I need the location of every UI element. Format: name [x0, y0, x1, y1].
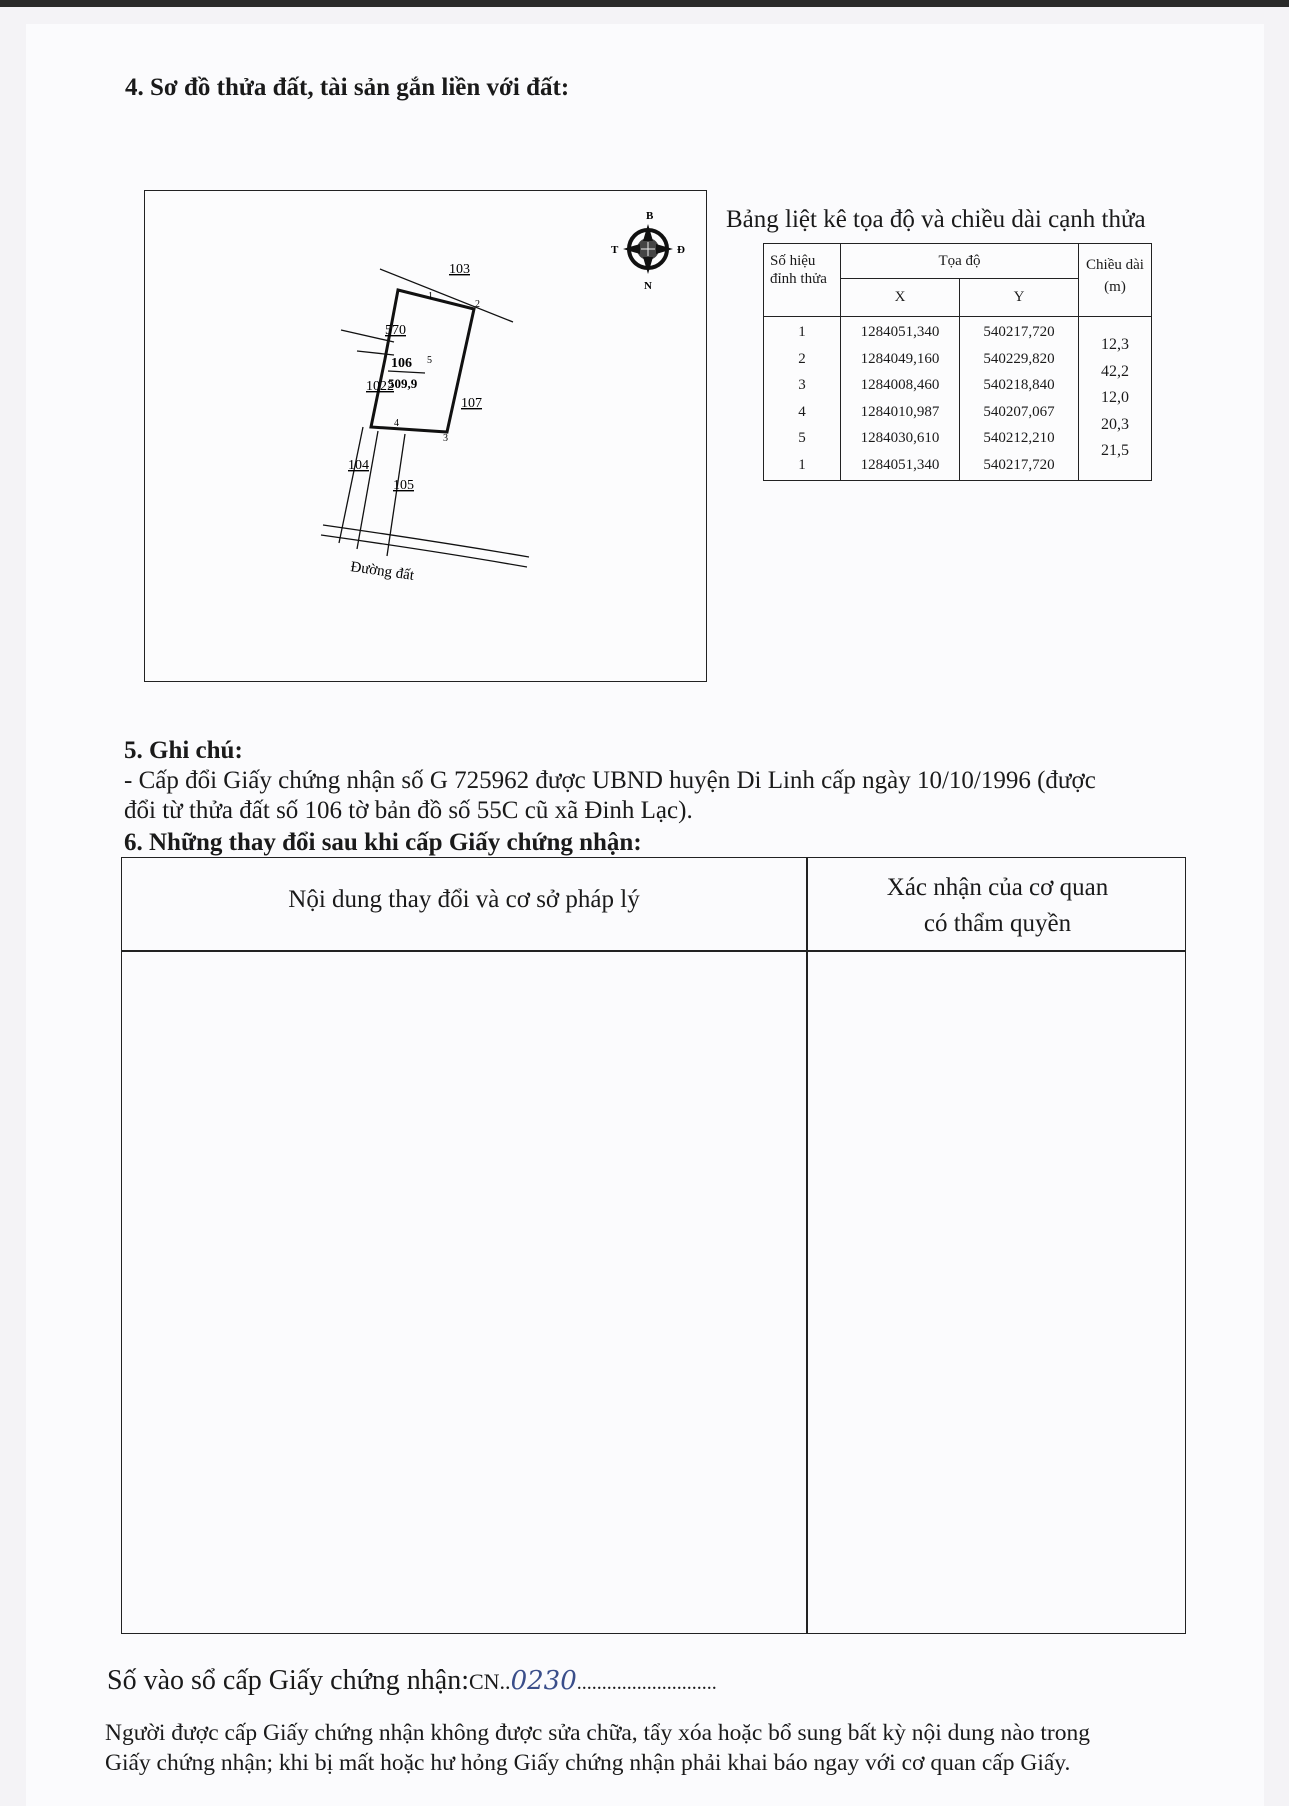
changes-table	[121, 857, 1186, 1634]
parcel-diagram-svg	[145, 191, 706, 681]
table-row: 1	[798, 456, 806, 473]
compass-north-label: B	[646, 210, 654, 222]
compass-icon	[623, 224, 673, 274]
road-label: Đường đất	[349, 559, 416, 584]
header-y: Y	[960, 279, 1079, 317]
parcel-id-label: 106	[391, 356, 412, 371]
top-edge-bar	[0, 0, 1289, 7]
compass-south-label: N	[644, 280, 652, 292]
section-6-heading: 6. Những thay đổi sau khi cấp Giấy chứng nhận:	[124, 829, 642, 856]
coord-table-title: Bảng liệt kê tọa độ và chiều dài cạnh thửa	[726, 206, 1146, 233]
table-row: 1	[798, 324, 806, 340]
vertex-5-label: 5	[427, 355, 432, 366]
table-cell: 540217,720	[983, 324, 1055, 340]
table-row: 5	[798, 430, 806, 446]
table-cell: 42,2	[1101, 362, 1129, 380]
table-row: 2	[798, 350, 806, 367]
table-cell: 540217,720	[983, 456, 1055, 473]
header-length: Chiều dài (m)	[1079, 244, 1152, 317]
table-cell: 540218,840	[983, 377, 1055, 393]
parcel-107-label: 107	[461, 396, 482, 411]
table-cell: 1284010,987	[860, 403, 940, 420]
warning-note: Người được cấp Giấy chứng nhận không được sửa chữa, tẩy xóa hoặc bổ sung bất kỳ nội dung nào trong Giấy chứng nhận; khi bị mất hoặc hư hỏng Giấy chứng nhận phải khai báo ngay với cơ quan cấp Giấy.	[105, 1720, 1090, 1776]
table-cell: 21,5	[1101, 442, 1129, 459]
table-cell: 12,3	[1101, 336, 1129, 353]
registry-dots: ............................	[576, 1672, 717, 1694]
changes-col-confirm-header: Xác nhận của cơ quan có thẩm quyền	[886, 874, 1109, 937]
parcel-diagram	[144, 190, 707, 682]
vertex-3-label: 3	[443, 433, 448, 444]
parcel-1022-label: 1022	[366, 379, 394, 394]
section-4-heading: 4. Sơ đồ thửa đất, tài sản gắn liền với đất:	[125, 74, 570, 101]
note-line-1: - Cấp đổi Giấy chứng nhận số G 725962 được UBND huyện Di Linh cấp ngày 10/10/1996 (được	[124, 767, 1096, 794]
table-cell: 1284051,340	[860, 456, 940, 473]
header-x: X	[841, 279, 960, 317]
table-cell: 20,3	[1101, 415, 1129, 433]
parcel-103-label: 103	[449, 262, 470, 277]
table-row: 4	[798, 403, 806, 420]
section-5-heading: 5. Ghi chú:	[124, 737, 243, 764]
registry-number	[107, 1665, 717, 1697]
changes-col-content-header: Nội dung thay đổi và cơ sở pháp lý	[288, 886, 640, 913]
table-cell: 1284008,460	[860, 377, 940, 393]
table-cell: 540229,820	[983, 350, 1055, 367]
vertex-id-column	[764, 317, 841, 481]
table-cell: 1284051,340	[860, 324, 940, 340]
neighbor-boundaries	[321, 269, 529, 567]
note-line-2: đổi từ thửa đất số 106 tờ bản đồ số 55C cũ xã Đinh Lạc).	[124, 797, 693, 824]
registry-prefix: CN..	[469, 1669, 511, 1694]
compass-west-label: T	[611, 244, 619, 256]
table-cell: 1284049,160	[860, 350, 940, 367]
parcel-106-outline	[371, 290, 474, 432]
table-row: 3	[798, 377, 806, 393]
table-cell: 540212,210	[983, 430, 1055, 446]
x-column	[841, 317, 960, 481]
y-column	[960, 317, 1079, 481]
parcel-104-label: 104	[348, 458, 369, 473]
vertex-2-label: 2	[475, 299, 480, 310]
parcel-area-label: 509,9	[388, 376, 418, 391]
header-coord: Tọa độ	[841, 244, 1079, 279]
registry-number-handwritten: 0230	[510, 1666, 577, 1696]
table-cell: 540207,067	[983, 403, 1055, 420]
length-column	[1079, 317, 1152, 481]
table-cell: 1284030,610	[860, 430, 940, 446]
vertex-4-label: 4	[394, 418, 399, 429]
header-vertex: Số hiệu đỉnh thửa	[764, 244, 841, 317]
parcel-105-label: 105	[393, 478, 414, 493]
table-cell: 12,0	[1101, 389, 1129, 406]
parcel-570-label: 570	[385, 323, 406, 338]
coordinate-table	[763, 243, 1152, 481]
registry-label: Số vào sổ cấp Giấy chứng nhận:	[107, 1665, 469, 1696]
vertex-1-label: 1	[428, 291, 433, 302]
compass-east-label: Đ	[677, 244, 685, 256]
